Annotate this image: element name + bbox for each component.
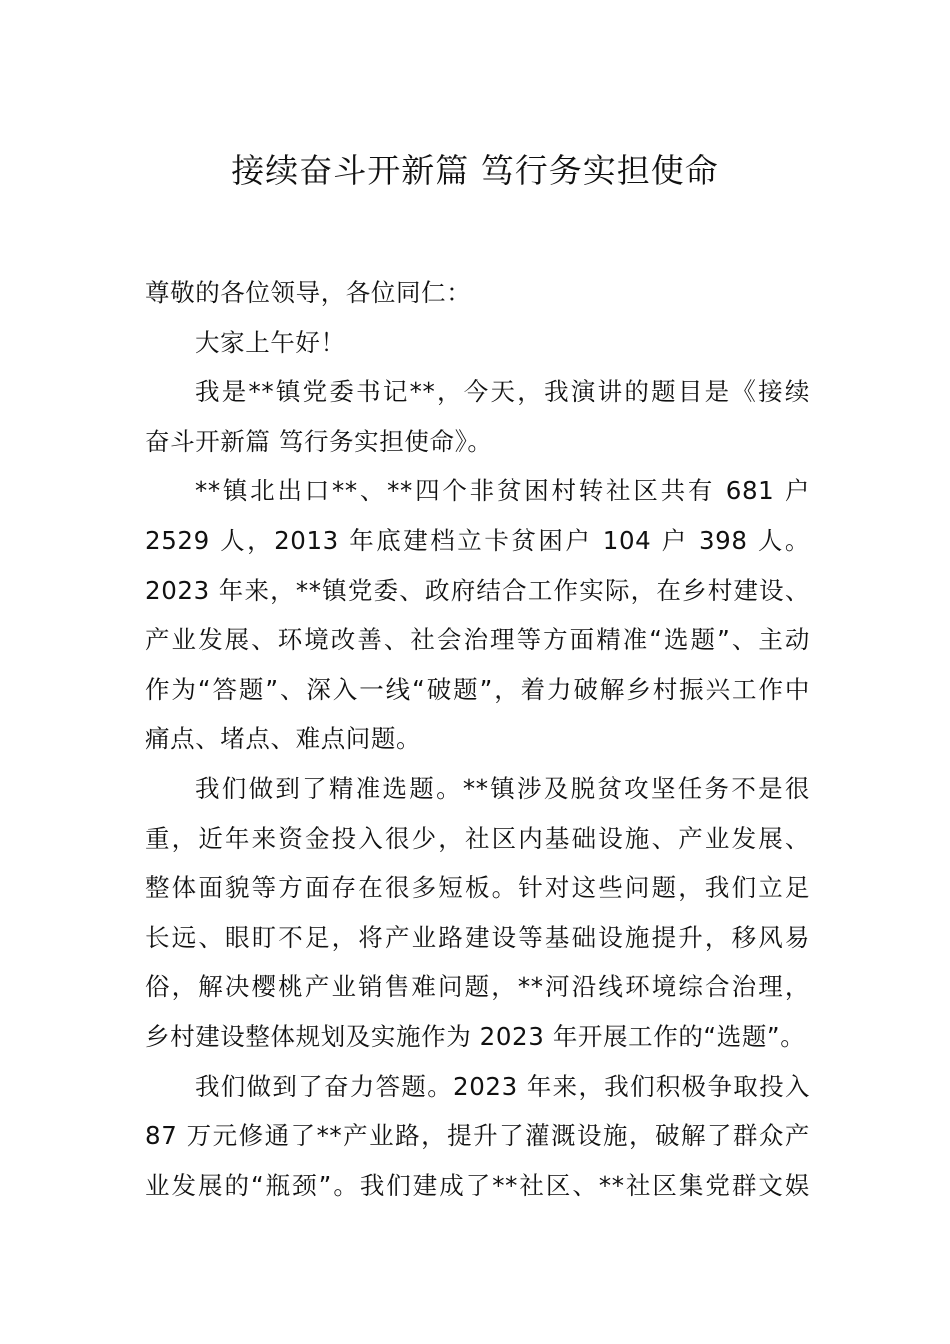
paragraph-3 — [145, 764, 810, 1062]
paragraph-line: 我是**镇党委书记**，今天，我演讲的题目是《接续 — [195, 377, 810, 407]
salutation-line: 尊敬的各位领导，各位同仁： — [145, 278, 472, 307]
paragraph-line: 作为“答题”、深入一线“破题”，着力破解乡村振兴工作中 — [145, 674, 810, 704]
document-title: 接续奋斗开新篇 笃行务实担使命 — [231, 151, 719, 190]
paragraph-line: 乡村建设整体规划及实施作为 2023 年开展工作的“选题”。 — [145, 1021, 806, 1051]
greeting-line: 大家上午好！ — [195, 327, 346, 357]
paragraph-line: 87 万元修通了**产业路，提升了灌溉设施，破解了群众产 — [145, 1121, 810, 1151]
paragraph-4 — [145, 1062, 810, 1211]
paragraph-line: 我们做到了奋力答题。2023 年来，我们积极争取投入 — [195, 1071, 810, 1101]
paragraph-1 — [145, 367, 810, 466]
paragraph-line: 业发展的“瓶颈”。我们建成了**社区、**社区集党群文娱 — [145, 1170, 810, 1200]
paragraph-line: 重，近年来资金投入很少，社区内基础设施、产业发展、 — [145, 823, 810, 853]
paragraph-line: 2023 年来，**镇党委、政府结合工作实际，在乡村建设、 — [145, 575, 810, 605]
paragraph-line: 2529 人，2013 年底建档立卡贫困户 104 户 398 人。 — [145, 525, 810, 555]
paragraph-line: 整体面貌等方面存在很多短板。针对这些问题，我们立足 — [145, 873, 810, 903]
paragraph-line: **镇北出口**、**四个非贫困村转社区共有 681 户 — [195, 476, 810, 506]
paragraph-line: 俗，解决樱桃产业销售难问题，**河沿线环境综合治理， — [145, 972, 810, 1002]
paragraph-2 — [145, 466, 810, 764]
document-body — [145, 268, 810, 1210]
paragraph-line: 产业发展、环境改善、社会治理等方面精准“选题”、主动 — [145, 625, 810, 655]
paragraph-line: 痛点、堵点、难点问题。 — [145, 724, 422, 754]
paragraph-line: 我们做到了精准选题。**镇涉及脱贫攻坚任务不是很 — [195, 773, 810, 803]
paragraph-line: 长远、眼盯不足，将产业路建设等基础设施提升，移风易 — [145, 922, 810, 952]
paragraph-line: 奋斗开新篇 笃行务实担使命》。 — [145, 426, 493, 456]
